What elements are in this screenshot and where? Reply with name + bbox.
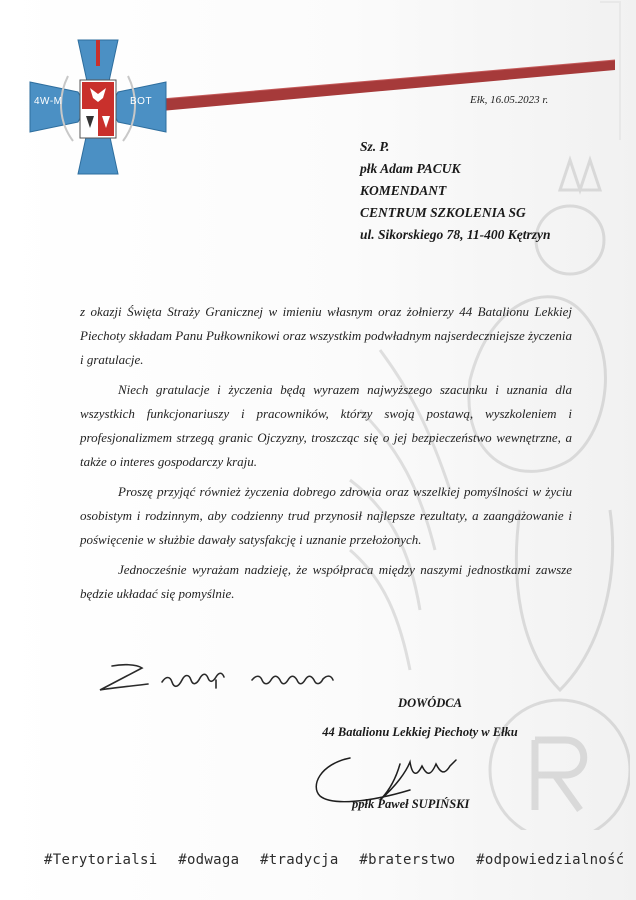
commander-block xyxy=(300,696,540,740)
emblem-left-label: 4W-M xyxy=(34,96,63,107)
addressee-line: ul. Sikorskiego 78, 11-400 Kętrzyn xyxy=(360,227,551,242)
body-paragraph: Niech gratulacje i życzenia będą wyrazem najwyższego szacunku i uznania dla wszystkich funkcjonariuszy i pracowników, którzy swoją postawą, wyszkoleniem i profesjonalizmem strzegą granic Ojczyzny, troszcząc się o jej bezpieczeństwo wewnętrzne, a także o interes gospodarczy kraju. xyxy=(80,382,572,469)
hashtag: #odwaga xyxy=(178,852,240,868)
addressee-line: KOMENDANT xyxy=(360,183,447,198)
commander-unit: 44 Batalionu Lekkiej Piechoty w Ełku xyxy=(322,725,518,739)
addressee-block xyxy=(360,136,551,246)
hashtag: #Terytorialsi xyxy=(44,852,158,868)
body-paragraph: Jednocześnie wyrażam nadzieję, że współpraca między naszymi jednostkami zawsze będzie układać się pomyślnie. xyxy=(80,562,572,601)
unit-emblem-logo xyxy=(28,36,168,178)
hashtag: #tradycja xyxy=(260,852,339,868)
commander-title: DOWÓDCA xyxy=(398,696,462,710)
hashtag: #odpowiedzialność xyxy=(476,852,625,868)
letter-date: Ełk, 16.05.2023 r. xyxy=(470,94,549,106)
hashtag: #braterstwo xyxy=(359,852,456,868)
hashtag-footer xyxy=(44,852,636,868)
letter-body xyxy=(80,300,572,612)
emblem-right-label: BOT xyxy=(130,96,153,107)
body-paragraph: z okazji Święta Straży Granicznej w imieniu własnym oraz żołnierzy 44 Batalionu Lekkiej Piechoty składam Panu Pułkownikowi oraz wszystkim podwładnym najserdeczniejsze życzenia i gratulacje. xyxy=(80,304,573,367)
addressee-line: płk Adam PACUK xyxy=(360,161,461,176)
signer-name: ppłk Paweł SUPIŃSKI xyxy=(352,797,470,811)
body-paragraph: Proszę przyjąć również życzenia dobrego zdrowia oraz wszelkiej pomyślności w życiu osobistym i rodzinnym, aby codzienny trud przynosił najlepsze rezultaty, a zaangażowanie i poświęcenie w służbie dawały satysfakcję i uznanie przełożonych. xyxy=(80,484,572,547)
addressee-line: CENTRUM SZKOLENIA SG xyxy=(360,205,526,220)
addressee-line: Sz. P. xyxy=(360,139,390,154)
